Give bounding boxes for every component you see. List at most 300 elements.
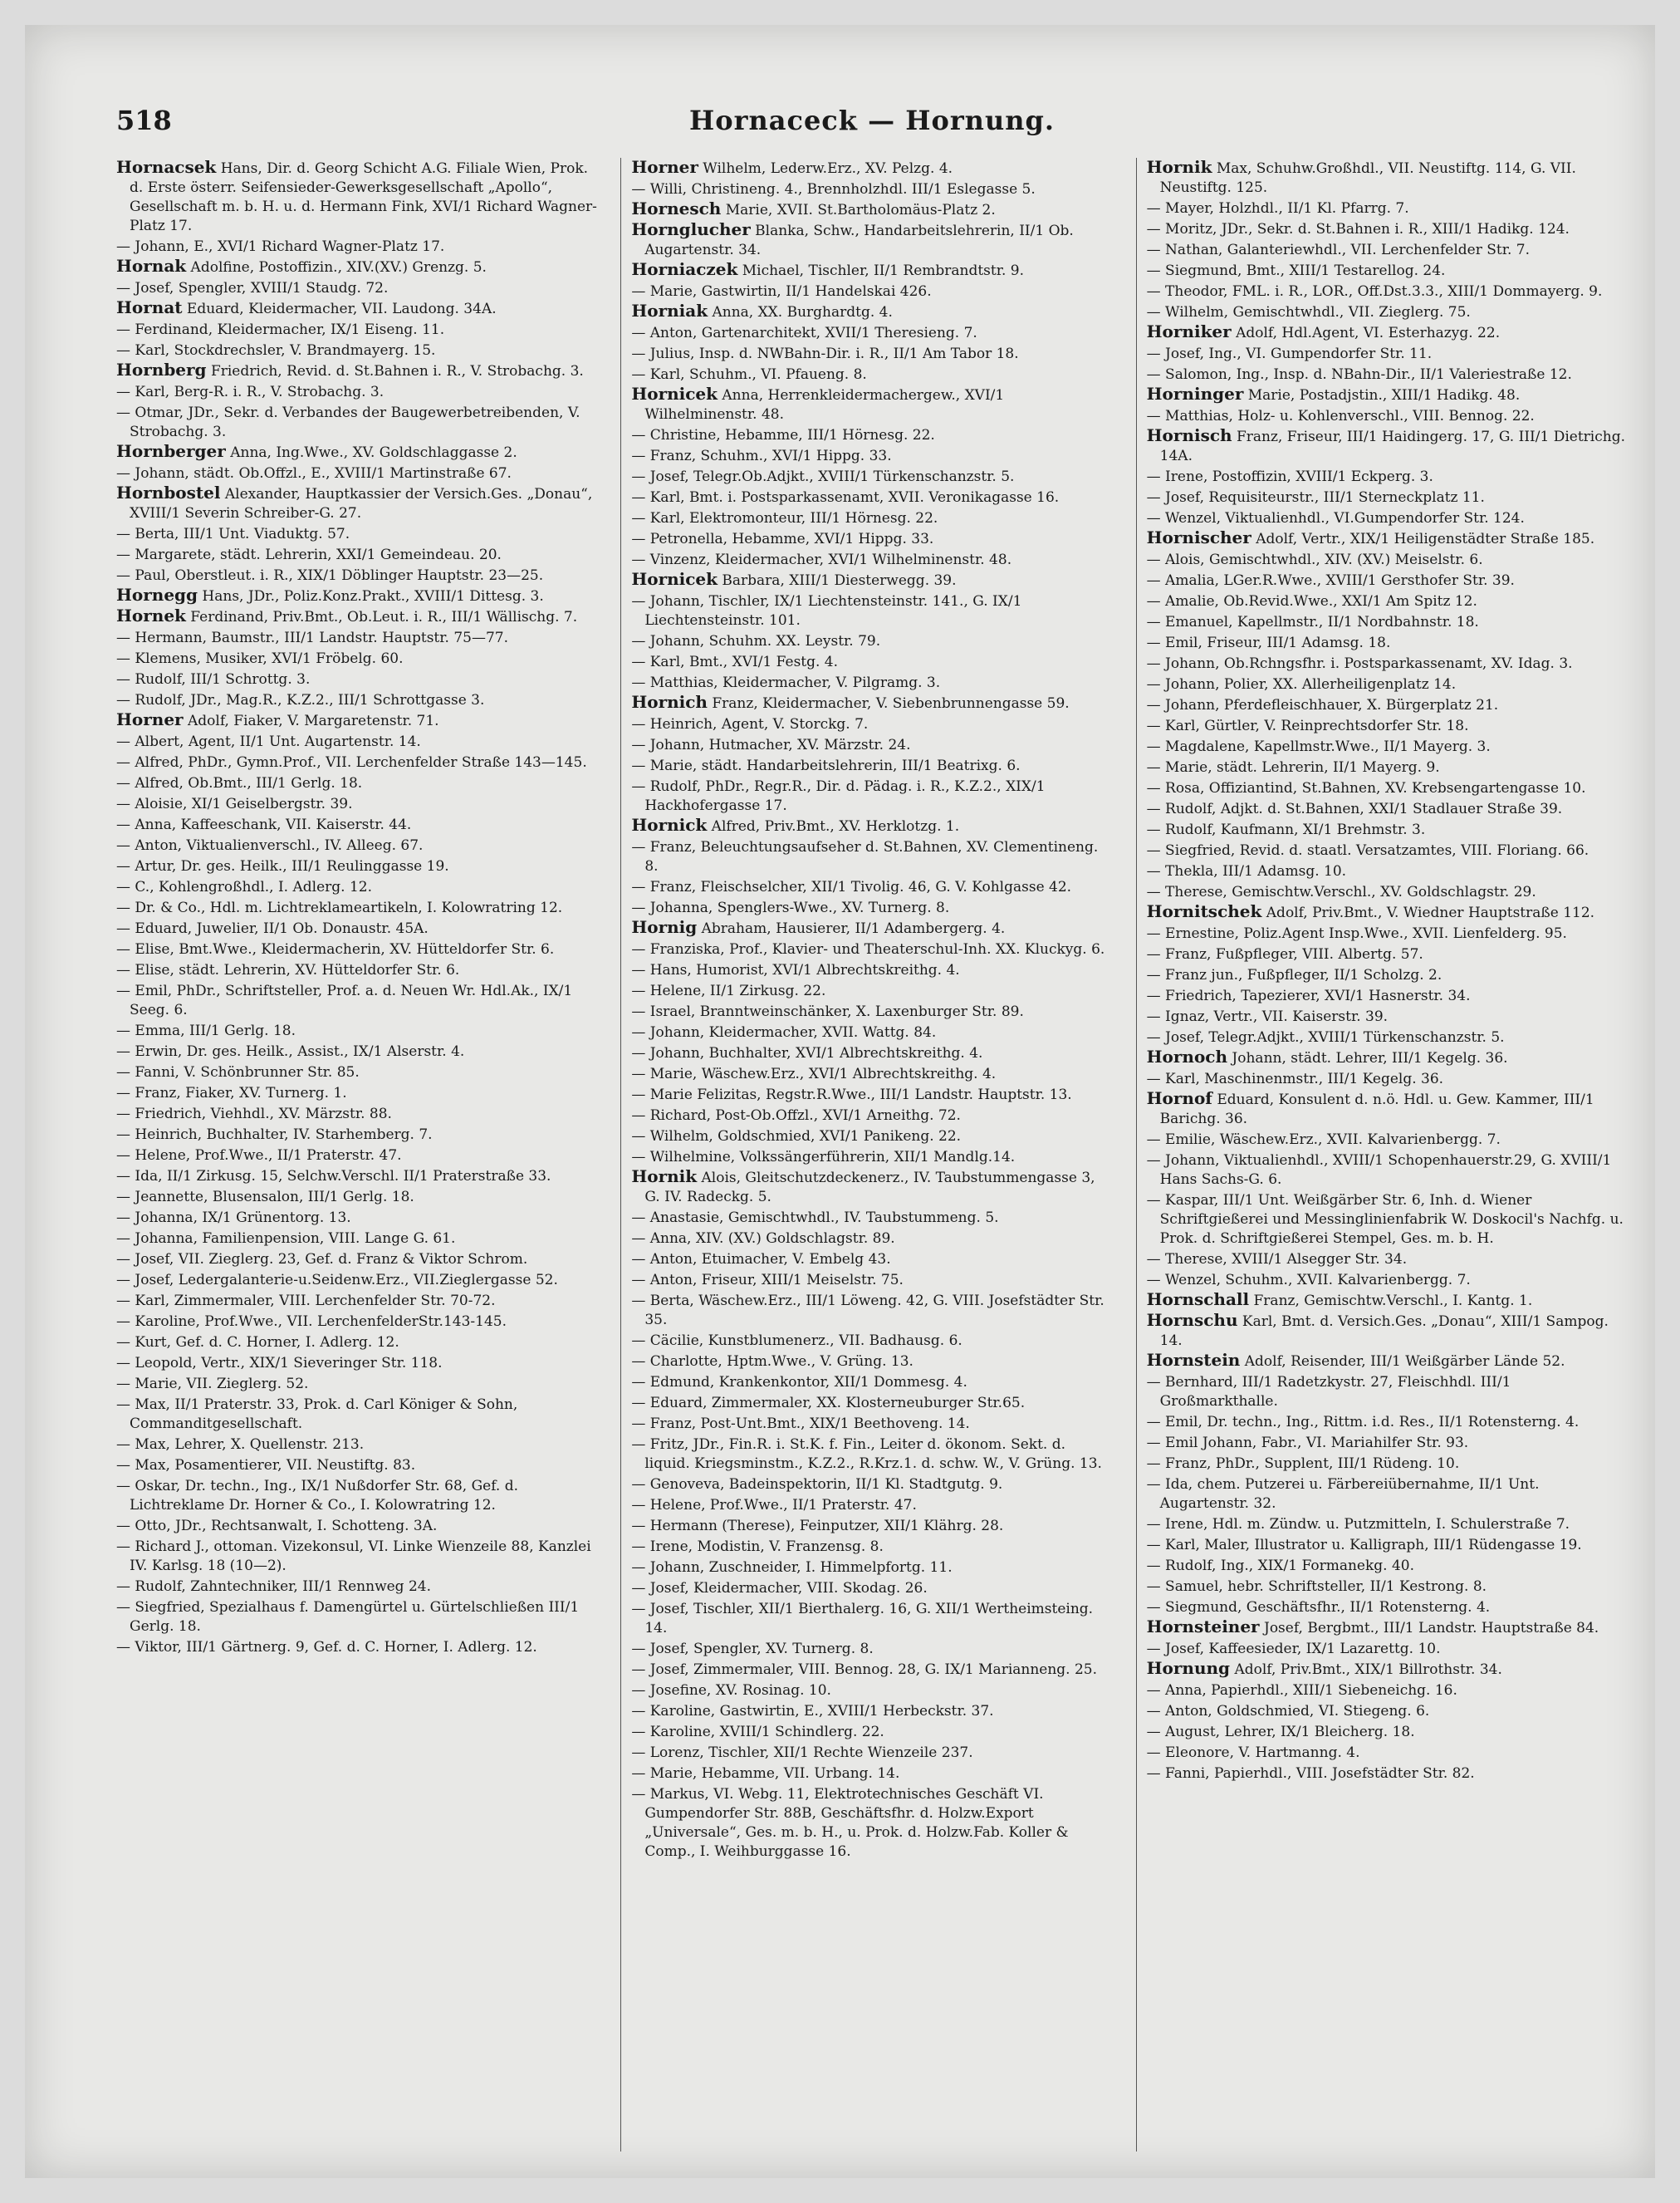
directory-entry [116,257,597,277]
directory-entry [116,1145,597,1165]
entry-surname: Horninger [1146,384,1244,404]
directory-entry [116,939,597,959]
directory-entry [116,565,597,586]
directory-entry [631,1742,1112,1763]
entry-text: — Karl, Elektromonteur, III/1 Hörnesg. 22. [631,510,938,527]
entry-text: — Richard, Post-Ob.Offzl., XVI/1 Arneithg. 72. [631,1107,961,1124]
entry-text: — Karl, Gürtler, V. Reinprechtsdorfer Str. 18. [1146,718,1469,734]
entry-text: — Ferdinand, Kleidermacher, IX/1 Eiseng. 11. [116,321,445,338]
entry-text: Michael, Tischler, II/1 Rembrandtstr. 9. [737,262,1025,279]
directory-entry [116,1269,597,1290]
directory-entry [116,1576,597,1597]
directory-entry [1147,1269,1628,1290]
directory-entry [1147,964,1628,985]
entry-text: — Wilhelm, Goldschmied, XVI/1 Panikeng. 22. [631,1128,962,1145]
directory-entry [1147,487,1628,508]
entry-text: — Kaspar, III/1 Unt. Weißgärber Str. 6, Inh. d. Wiener Schriftgießerei und Messinglinienfabrik W. Doskocil's Nachfg. u. Prok. d. Schriftgießerei Stempel, Ges. m. b. H. [1146,1192,1624,1247]
directory-entry [116,627,597,648]
entry-surname: Hornisch [1146,425,1232,445]
entry-text: — Samuel, hebr. Schriftsteller, II/1 Kestrong. 8. [1146,1578,1487,1595]
directory-entry [631,424,1112,445]
directory-entry [631,918,1112,939]
directory-entry [631,508,1112,528]
directory-entry [631,1659,1112,1680]
entry-text: — Anna, Papierhdl., XIII/1 Siebeneichg. 16. [1146,1682,1457,1699]
directory-entry [631,1290,1112,1330]
entry-text: — Kurt, Gef. d. C. Horner, I. Adlerg. 12. [116,1334,399,1351]
entry-text: — Fanni, V. Schönbrunner Str. 85. [116,1064,360,1081]
entry-surname: Horner [116,709,184,729]
directory-entry [1147,549,1628,570]
directory-entry [1147,1555,1628,1576]
directory-entry [631,959,1112,980]
entry-text: — Charlotte, Hptm.Wwe., V. Grüng. 13. [631,1353,913,1370]
directory-entry [631,1249,1112,1269]
entry-text: — Jeannette, Blusensalon, III/1 Gerlg. 18. [116,1189,414,1205]
entry-text: Franz, Gemischtw.Verschl., I. Kantg. 1. [1249,1293,1533,1309]
directory-entry [631,1228,1112,1249]
directory-entry [1147,591,1628,611]
directory-entry [116,1249,597,1269]
entry-text: — Berta, III/1 Unt. Viaduktg. 57. [116,526,350,542]
entry-text: — Karl, Bmt., XVI/1 Festg. 4. [631,654,839,670]
directory-entry [631,1105,1112,1126]
directory-entry [116,918,597,939]
entry-text: — Julius, Insp. d. NWBahn-Dir. i. R., II/1 Am Tabor 18. [631,346,1019,362]
entry-surname: Hornat [116,297,183,317]
directory-entry [1147,322,1628,343]
directory-entry [631,322,1112,343]
directory-entry [1147,611,1628,632]
entry-surname: Hornig [631,917,698,937]
directory-entry [1147,158,1628,198]
entry-text: — Margarete, städt. Lehrerin, XXI/1 Gemeindeau. 20. [116,547,502,563]
directory-entry [116,463,597,483]
directory-entry [1147,632,1628,653]
directory-entry [1147,1311,1628,1351]
entry-text: — Edmund, Krankenkontor, XII/1 Dommesg. 4. [631,1374,967,1391]
entry-surname: Hornik [631,1166,698,1186]
directory-entry [1147,1474,1628,1514]
directory-entry [1147,1597,1628,1617]
entry-text: Barbara, XIII/1 Diesterwegg. 39. [718,572,957,589]
directory-entry [116,1536,597,1576]
directory-entry [631,776,1112,816]
directory-entry [631,364,1112,385]
entry-surname: Hornung [1146,1658,1231,1678]
entry-text: Alexander, Hauptkassier der Versich.Ges. „Donau“, XVIII/1 Severin Schreiber-G. 27. [130,486,593,522]
directory-entry [631,549,1112,570]
entry-text: — Josef, Telegr.Ob.Adjkt., XVIII/1 Türkenschanzstr. 5. [631,469,1015,485]
entry-text: Wilhelm, Lederw.Erz., XV. Pelzg. 4. [698,160,953,177]
entry-text: — Rudolf, PhDr., Regr.R., Dir. d. Pädag. i. R., K.Z.2., XIX/1 Hackhofergasse 17. [631,778,1046,814]
entry-text: — Franz, Schuhm., XVI/1 Hippg. 33. [631,448,892,464]
directory-entry [1147,281,1628,302]
entry-text: — Johann, Schuhm. XX. Leystr. 79. [631,633,881,650]
directory-entry [116,606,597,627]
entry-text: Adolf, Vertr., XIX/1 Heiligenstädter Straße 185. [1251,531,1595,547]
entry-text: — Oskar, Dr. techn., Ing., IX/1 Nußdorfer Str. 68, Gef. d. Lichtreklame Dr. Horner & Co., I. Kolowratring 12. [116,1478,519,1514]
directory-entry [116,483,597,523]
entry-text: Anna, Ing.Wwe., XV. Goldschlaggasse 2. [225,444,517,461]
directory-entry [116,381,597,402]
entry-text: — Anton, Friseur, XIII/1 Meiselstr. 75. [631,1272,904,1288]
directory-entry [631,1022,1112,1043]
directory-entry [631,158,1112,179]
directory-entry [1147,1150,1628,1190]
directory-entry [1147,343,1628,364]
directory-entry [116,402,597,442]
directory-entry [631,445,1112,466]
entry-text: — Johann, Buchhalter, XVI/1 Albrechtskreithg. 4. [631,1045,983,1062]
directory-entry [631,466,1112,487]
entry-text: — Rudolf, Kaufmann, XI/1 Brehmstr. 3. [1146,822,1426,838]
entry-surname: Hornsteiner [1146,1617,1260,1636]
entry-text: — Karl, Zimmermaler, VIII. Lerchenfelder Str. 70-72. [116,1293,496,1309]
entry-text: — Hermann, Baumstr., III/1 Landstr. Hauptstr. 75—77. [116,630,508,646]
directory-entry [1147,798,1628,819]
entry-text: — Johann, Ob.Rchngsfhr. i. Postsparkassenamt, XV. Idag. 3. [1146,655,1573,672]
entry-text: — Karoline, Prof.Wwe., VII. LerchenfelderStr.143-145. [116,1313,507,1330]
directory-entry [116,1228,597,1249]
entry-text: — Josef, Telegr.Adjkt., XVIII/1 Türkenschanzstr. 5. [1146,1029,1505,1046]
directory-entry [1147,1680,1628,1700]
entry-text: Eduard, Kleidermacher, VII. Laudong. 34A. [182,301,497,317]
entry-text: — Franziska, Prof., Klavier- und Theaterschul-Inh. XX. Kluckyg. 6. [631,941,1105,958]
entry-surname: Hornik [1146,158,1212,177]
entry-text: — Emilie, Wäschew.Erz., XVII. Kalvarienbergg. 7. [1146,1131,1501,1148]
directory-entry [631,1084,1112,1105]
directory-entry [116,1636,597,1657]
directory-entry [116,586,597,606]
directory-entry [1147,778,1628,798]
entry-text: — Alfred, PhDr., Gymn.Prof., VII. Lerchenfelder Straße 143—145. [116,754,587,771]
entry-text: — Fritz, JDr., Fin.R. i. St.K. f. Fin., Leiter d. ökonom. Sekt. d. liquid. Kriegsminstm., K.Z.2., R.Krz.1. d. schw. W., V. Grüng. 13. [631,1436,1102,1472]
directory-entry [631,1598,1112,1638]
entry-text: Anna, XX. Burghardtg. 4. [708,304,893,321]
entry-surname: Horniker [1146,321,1232,341]
directory-entry [116,361,597,381]
directory-entry [116,442,597,463]
directory-entry [116,1207,597,1228]
entry-text: — Marie, Wäschew.Erz., XVI/1 Albrechtskreithg. 4. [631,1066,997,1082]
directory-entry [1147,426,1628,466]
entry-text: — Heinrich, Agent, V. Storckg. 7. [631,716,869,733]
entry-text: Hans, JDr., Poliz.Konz.Prakt., XVIII/1 Dittesg. 3. [198,588,544,605]
entry-text: — Franz jun., Fußpfleger, II/1 Scholzg. 2. [1146,967,1442,984]
entry-text: — Marie, Hebamme, VII. Urbang. 14. [631,1765,900,1782]
directory-entry [116,731,597,752]
directory-entry [116,876,597,897]
directory-entry [1147,1290,1628,1311]
directory-entry [631,1434,1112,1474]
directory-entry [1147,1514,1628,1534]
entry-text: Friedrich, Revid. d. St.Bahnen i. R., V. Strobachg. 3. [206,363,584,380]
entry-text: — Josef, Ledergalanterie-u.Seidenw.Erz., VII.Zieglergasse 52. [116,1272,558,1288]
directory-entry [631,1167,1112,1207]
running-head: Hornaceck — Hornung. [689,105,1055,136]
directory-entry [116,523,597,544]
directory-entry [116,959,597,980]
directory-entry [631,816,1112,837]
entry-text: — C., Kohlengroßhdl., I. Adlerg. 12. [116,879,373,895]
entry-text: — Anna, Kaffeeschank, VII. Kaiserstr. 44. [116,817,412,833]
entry-text: Franz, Friseur, III/1 Haidingerg. 17, G. III/1 Dietrichg. 14A. [1159,429,1625,464]
directory-entry [116,298,597,319]
directory-entry [1147,570,1628,591]
entry-surname: Hornberger [116,441,226,461]
entry-surname: Hornberg [116,360,207,380]
entry-text: — Eduard, Juwelier, II/1 Ob. Donaustr. 45A. [116,920,429,937]
entry-text: — Marie, städt. Lehrerin, II/1 Mayerg. 9. [1146,759,1440,776]
directory-entry [631,1763,1112,1783]
entry-surname: Hornesch [631,199,722,218]
entry-text: — Ida, II/1 Zirkusg. 15, Selchw.Verschl. II/1 Praterstraße 33. [116,1168,551,1185]
directory-entry [631,1371,1112,1392]
entry-text: — Otto, JDr., Rechtsanwalt, I. Schotteng. 3A. [116,1518,438,1534]
entry-text: — Rosa, Offiziantind, St.Bahnen, XV. Krebsengartengasse 10. [1146,780,1586,797]
entry-text: Blanka, Schw., Handarbeitslehrerin, II/1 Ob. Augartenstr. 34. [644,223,1074,258]
entry-text: Anna, Herrenkleidermachergew., XVI/1 Wilhelminenstr. 48. [644,387,1005,423]
entry-text: — Amalia, LGer.R.Wwe., XVIII/1 Gersthofer Str. 39. [1146,572,1515,589]
entry-text: — Johann, Tischler, IX/1 Liechtensteinstr. 141., G. IX/1 Liechtensteinstr. 101. [631,593,1022,629]
directory-entry [631,1680,1112,1700]
entry-text: — Johanna, Spenglers-Wwe., XV. Turnerg. 8. [631,900,950,916]
entry-text: Adolf, Reisender, III/1 Weißgärber Lände 52. [1240,1353,1565,1370]
directory-entry [116,793,597,814]
entry-text: Karl, Bmt. d. Versich.Ges. „Donau“, XIII/1 Sampog. 14. [1159,1313,1609,1349]
directory-entry [116,856,597,876]
directory-entry [1147,736,1628,757]
directory-entry [631,837,1112,876]
entry-surname: Horniak [631,301,708,321]
entry-text: — Salomon, Ing., Insp. d. NBahn-Dir., II/1 Valeriestraße 12. [1146,366,1572,383]
entry-text: — Johann, Zuschneider, I. Himmelpfortg. 11. [631,1559,953,1576]
entry-text: — Helene, Prof.Wwe., II/1 Praterstr. 47. [116,1147,402,1164]
directory-entry [631,1557,1112,1577]
entry-text: — Wenzel, Schuhm., XVII. Kalvarienbergg. 7. [1146,1272,1471,1288]
directory-entry [116,1062,597,1082]
directory-entry [1147,694,1628,715]
directory-entry [116,1373,597,1394]
entry-text: — Marie, städt. Handarbeitslehrerin, III/1 Beatrixg. 6. [631,758,1021,774]
entry-text: — Johanna, Familienpension, VIII. Lange G. 61. [116,1230,456,1247]
entry-text: — Helene, II/1 Zirkusg. 22. [631,983,826,999]
directory-entry [631,1638,1112,1659]
directory-entry [1147,923,1628,944]
directory-entry [116,544,597,565]
entry-text: — Thekla, III/1 Adamsg. 10. [1146,863,1347,880]
entry-text: — Johann, städt. Ob.Offzl., E., XVIII/1 Martinstraße 67. [116,465,512,482]
entry-text: — Emil, Friseur, III/1 Adamsg. 18. [1146,635,1391,651]
entry-surname: Hornek [116,606,186,626]
entry-text: — Emma, III/1 Gerlg. 18. [116,1023,296,1039]
entry-surname: Hornegg [116,585,198,605]
directory-entry [1147,1068,1628,1089]
entry-text: Eduard, Konsulent d. n.ö. Hdl. u. Gew. Kammer, III/1 Barichg. 36. [1159,1092,1594,1127]
entry-text: — Theodor, FML. i. R., LOR., Off.Dst.3.3., XIII/1 Dommayerg. 9. [1146,283,1603,300]
entry-text: — Anton, Gartenarchitekt, XVII/1 Theresieng. 7. [631,325,977,341]
entry-text: — Willi, Christineng. 4., Brennholzhdl. III/1 Eslegasse 5. [631,181,1036,198]
directory-entry [116,710,597,731]
directory-entry [116,1186,597,1207]
directory-entry [631,591,1112,630]
entry-text: — Matthias, Holz- u. Kohlenverschl., VIII. Bennog. 22. [1146,408,1535,424]
directory-entry [1147,218,1628,239]
entry-text: Adolf, Priv.Bmt., V. Wiedner Hauptstraße 112. [1261,905,1595,921]
entry-text: — Karl, Maler, Illustrator u. Kalligraph, III/1 Rüdengasse 19. [1146,1537,1582,1553]
entry-surname: Hornick [631,815,708,835]
directory-entry [116,340,597,361]
entry-text: — Josef, Zimmermaler, VIII. Bennog. 28, G. IX/1 Marianneng. 25. [631,1661,1098,1678]
directory-entry [631,734,1112,755]
directory-entry [1147,1432,1628,1453]
entry-text: — Eleonore, V. Hartmanng. 4. [1146,1744,1360,1761]
entry-text: — Siegfried, Spezialhaus f. Damengürtel u. Gürtelschließen III/1 Gerlg. 18. [116,1599,580,1635]
directory-entry [631,1063,1112,1084]
entry-text: — Alfred, Ob.Bmt., III/1 Gerlg. 18. [116,775,363,792]
entry-text: — Ignaz, Vertr., VII. Kaiserstr. 39. [1146,1008,1389,1025]
entry-text: — Petronella, Hebamme, XVI/1 Hippg. 33. [631,531,934,547]
directory-entry [116,835,597,856]
directory-entry [631,1413,1112,1434]
directory-entry [116,158,597,236]
directory-entry [116,689,597,710]
directory-entry [1147,902,1628,923]
entry-text: — Therese, XVIII/1 Alsegger Str. 34. [1146,1251,1408,1268]
entry-text: — Magdalene, Kapellmstr.Wwe., II/1 Mayerg. 3. [1146,738,1491,755]
entry-text: — Franz, Fiaker, XV. Turnerg. 1. [116,1085,347,1102]
directory-entry [1147,1249,1628,1269]
directory-entry [116,1165,597,1186]
entry-text: — Josef, Spengler, XVIII/1 Staudg. 72. [116,280,389,297]
entry-text: — Josef, Tischler, XII/1 Bierthalerg. 16, G. XII/1 Wertheimsteing. 14. [631,1601,1094,1636]
entry-surname: Hornschall [1146,1289,1250,1309]
entry-text: — Siegmund, Geschäftsfhr., II/1 Rotensterng. 4. [1146,1599,1491,1616]
directory-entry [631,1700,1112,1721]
entry-text: Adolfine, Postoffizin., XIV.(XV.) Grenzg. 5. [186,259,487,276]
entry-text: — Josef, Kleidermacher, VIII. Skodag. 26. [631,1580,928,1597]
directory-entry [631,1721,1112,1742]
directory-entry [116,236,597,257]
entry-text: — Siegfried, Revid. d. staatl. Versatzamtes, VIII. Floriang. 66. [1146,842,1589,859]
entry-text: — Josef, Ing., VI. Gumpendorfer Str. 11. [1146,346,1433,362]
directory-entry [116,1475,597,1515]
column-left [116,158,597,2151]
directory-entry [116,1020,597,1041]
entry-text: — Johann, Polier, XX. Allerheiligenplatz 14. [1146,676,1457,693]
directory-entry [1147,1742,1628,1763]
directory-entry [1147,1638,1628,1659]
entry-text: Abraham, Hausierer, II/1 Adambergerg. 4. [697,920,1006,937]
directory-entry [631,302,1112,322]
entry-text: — Lorenz, Tischler, XII/1 Rechte Wienzeile 237. [631,1744,973,1761]
entry-surname: Hornof [1146,1088,1212,1108]
entry-text: — Emil Johann, Fabr., VI. Mariahilfer Str. 93. [1146,1435,1469,1451]
directory-entry [1147,1721,1628,1742]
entry-surname: Hornacsek [116,158,217,177]
entry-text: — Rudolf, Adjkt. d. St.Bahnen, XXI/1 Stadlauer Straße 39. [1146,801,1563,817]
entry-text: Max, Schuhw.Großhdl., VII. Neustiftg. 114, G. VII. Neustiftg. 125. [1159,160,1576,196]
directory-entry [631,260,1112,281]
directory-entry [116,814,597,835]
entry-text: — Marie, VII. Zieglerg. 52. [116,1376,309,1392]
directory-entry [631,939,1112,959]
directory-entry [631,630,1112,651]
directory-entry [1147,861,1628,881]
entry-text: — Friedrich, Viehhdl., XV. Märzstr. 88. [116,1106,392,1122]
directory-entry [1147,466,1628,487]
entry-text: — Viktor, III/1 Gärtnerg. 9, Gef. d. C. Horner, I. Adlerg. 12. [116,1639,537,1656]
directory-entry [1147,364,1628,385]
entry-text: — Josef, Kaffeesieder, IX/1 Lazarettg. 10. [1146,1641,1441,1657]
directory-entry [631,755,1112,776]
directory-entry [631,1126,1112,1146]
entry-text: — Artur, Dr. ges. Heilk., III/1 Reulinggasse 19. [116,858,449,875]
directory-entry [116,980,597,1020]
directory-entry [1147,1371,1628,1411]
entry-surname: Hornischer [1146,527,1251,547]
directory-entry [116,648,597,669]
entry-text: — Anton, Viktualienverschl., IV. Alleeg. 67. [116,837,424,854]
entry-surname: Hornitschek [1146,901,1262,921]
directory-entry [1147,819,1628,840]
entry-text: — Berta, Wäschew.Erz., III/1 Löweng. 42, G. VIII. Josefstädter Str. 35. [631,1293,1104,1328]
directory-entry [1147,1027,1628,1048]
directory-entry [116,1515,597,1536]
directory-entry [1147,1089,1628,1129]
entry-text: — Wenzel, Viktualienhdl., VI.Gumpendorfer Str. 124. [1146,510,1525,527]
directory-entry [1147,1659,1628,1680]
directory-entry [116,1311,597,1332]
entry-text: — Friedrich, Tapezierer, XVI/1 Hasnerstr. 34. [1146,988,1471,1004]
directory-entry [631,1577,1112,1598]
directory-entry [631,1392,1112,1413]
entry-text: — Otmar, JDr., Sekr. d. Verbandes der Baugewerbetreibenden, V. Strobachg. 3. [116,405,580,440]
column-right [1136,158,1628,2151]
directory-entry [116,1394,597,1434]
entry-text: — Karl, Maschinenmstr., III/1 Kegelg. 36. [1146,1071,1444,1087]
entry-text: — Dr. & Co., Hdl. m. Lichtreklameartikeln, I. Kolowratring 12. [116,900,563,916]
entry-text: — Siegmund, Bmt., XIII/1 Testarellog. 24. [1146,262,1446,279]
entry-text: Franz, Kleidermacher, V. Siebenbrunnengasse 59. [707,695,1070,712]
entry-text: — Fanni, Papierhdl., VIII. Josefstädter Str. 82. [1146,1765,1475,1782]
directory-entry [631,570,1112,591]
directory-entry [116,1082,597,1103]
column-middle [620,158,1112,2151]
entry-text: Alois, Gleitschutzdeckenerz., IV. Taubstummengasse 3, G. IV. Radeckg. 5. [644,1170,1095,1205]
directory-entry [631,1207,1112,1228]
entry-text: — Wilhelm, Gemischtwhdl., VII. Zieglerg. 75. [1146,304,1471,321]
entry-text: Johann, städt. Lehrer, III/1 Kegelg. 36. [1227,1050,1508,1067]
directory-entry [631,385,1112,424]
entry-text: — Hermann (Therese), Feinputzer, XII/1 Klährg. 28. [631,1518,1004,1534]
entry-text: — Alois, Gemischtwhdl., XIV. (XV.) Meiselstr. 6. [1146,552,1483,568]
entry-text: — Anastasie, Gemischtwhdl., IV. Taubstummeng. 5. [631,1209,999,1226]
directory-entry [1147,944,1628,964]
directory-entry [631,980,1112,1001]
page-number: 518 [116,105,172,136]
entry-text: Hans, Dir. d. Georg Schicht A.G. Filiale Wien, Prok. d. Erste österr. Seifensieder-Gewerksgesellschaft „Apollo“, Gesellschaft m. b. H. u. d. Hermann Fink, XVI/1 Richard Wagner-Platz 17. [130,160,597,234]
directory-entry [1147,385,1628,405]
directory-entry [631,343,1112,364]
entry-text: — Johann, Kleidermacher, XVII. Wattg. 84. [631,1024,937,1041]
entry-text: — Vinzenz, Kleidermacher, XVI/1 Wilhelminenstr. 48. [631,552,1012,568]
directory-entry [631,1330,1112,1351]
entry-surname: Hornglucher [631,219,751,239]
directory-entry [631,1536,1112,1557]
directory-entry [631,1043,1112,1063]
